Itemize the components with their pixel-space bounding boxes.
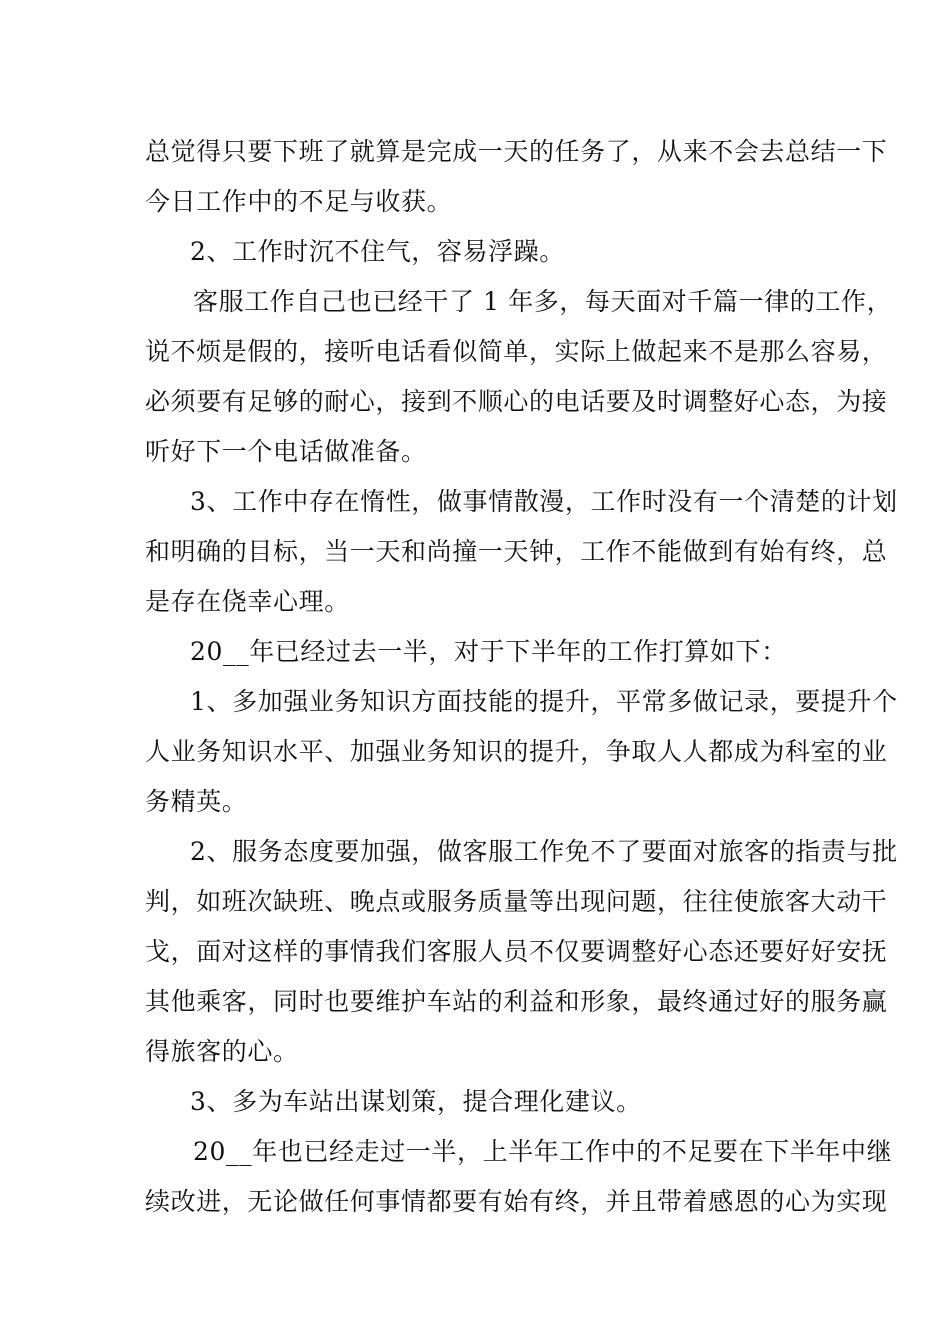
text-line: 必须要有足够的耐心，接到不顺心的电话要及时调整好心态，为接 — [145, 387, 888, 416]
text-line: 1、多加强业务知识方面技能的提升，平常多做记录，要提升个 — [190, 687, 898, 716]
text-line: 是存在侥幸心理。 — [145, 587, 350, 616]
text-line: 和明确的目标，当一天和尚撞一天钟，工作不能做到有始有终，总 — [145, 537, 888, 566]
text-line: 3、多为车站出谋划策，提合理化建议。 — [190, 1087, 642, 1116]
text-line: 戈，面对这样的事情我们客服人员不仅要调整好心态还要好好安抚 — [145, 937, 888, 966]
text-line: 20__年也已经走过一半，上半年工作中的不足要在下半年中继 — [193, 1137, 893, 1166]
text-line: 2、工作时沉不住气，容易浮躁。 — [190, 237, 565, 266]
text-line: 续改进，无论做任何事情都要有始有终，并且带着感恩的心为实现 — [145, 1187, 888, 1216]
text-line: 2、服务态度要加强，做客服工作免不了要面对旅客的指责与批 — [190, 837, 898, 866]
text-line: 20__年已经过去一半，对于下半年的工作打算如下： — [190, 637, 787, 666]
text-line: 客服工作自己也已经干了 1 年多，每天面对千篇一律的工作， — [193, 287, 893, 316]
text-line: 其他乘客，同时也要维护车站的利益和形象，最终通过好的服务赢 — [145, 987, 888, 1016]
text-line: 得旅客的心。 — [145, 1037, 299, 1066]
text-line: 判，如班次缺班、晚点或服务质量等出现问题，往往使旅客大动干 — [145, 887, 888, 916]
text-line: 务精英。 — [145, 787, 248, 816]
text-line: 听好下一个电话做准备。 — [145, 437, 427, 466]
text-line: 今日工作中的不足与收获。 — [145, 187, 453, 216]
text-line: 总觉得只要下班了就算是完成一天的任务了，从来不会去总结一下 — [145, 137, 888, 166]
text-line: 说不烦是假的，接听电话看似简单，实际上做起来不是那么容易， — [145, 337, 888, 366]
text-line: 3、工作中存在惰性，做事情散漫，工作时没有一个清楚的计划 — [190, 487, 898, 516]
text-line: 人业务知识水平、加强业务知识的提升，争取人人都成为科室的业 — [145, 737, 888, 766]
